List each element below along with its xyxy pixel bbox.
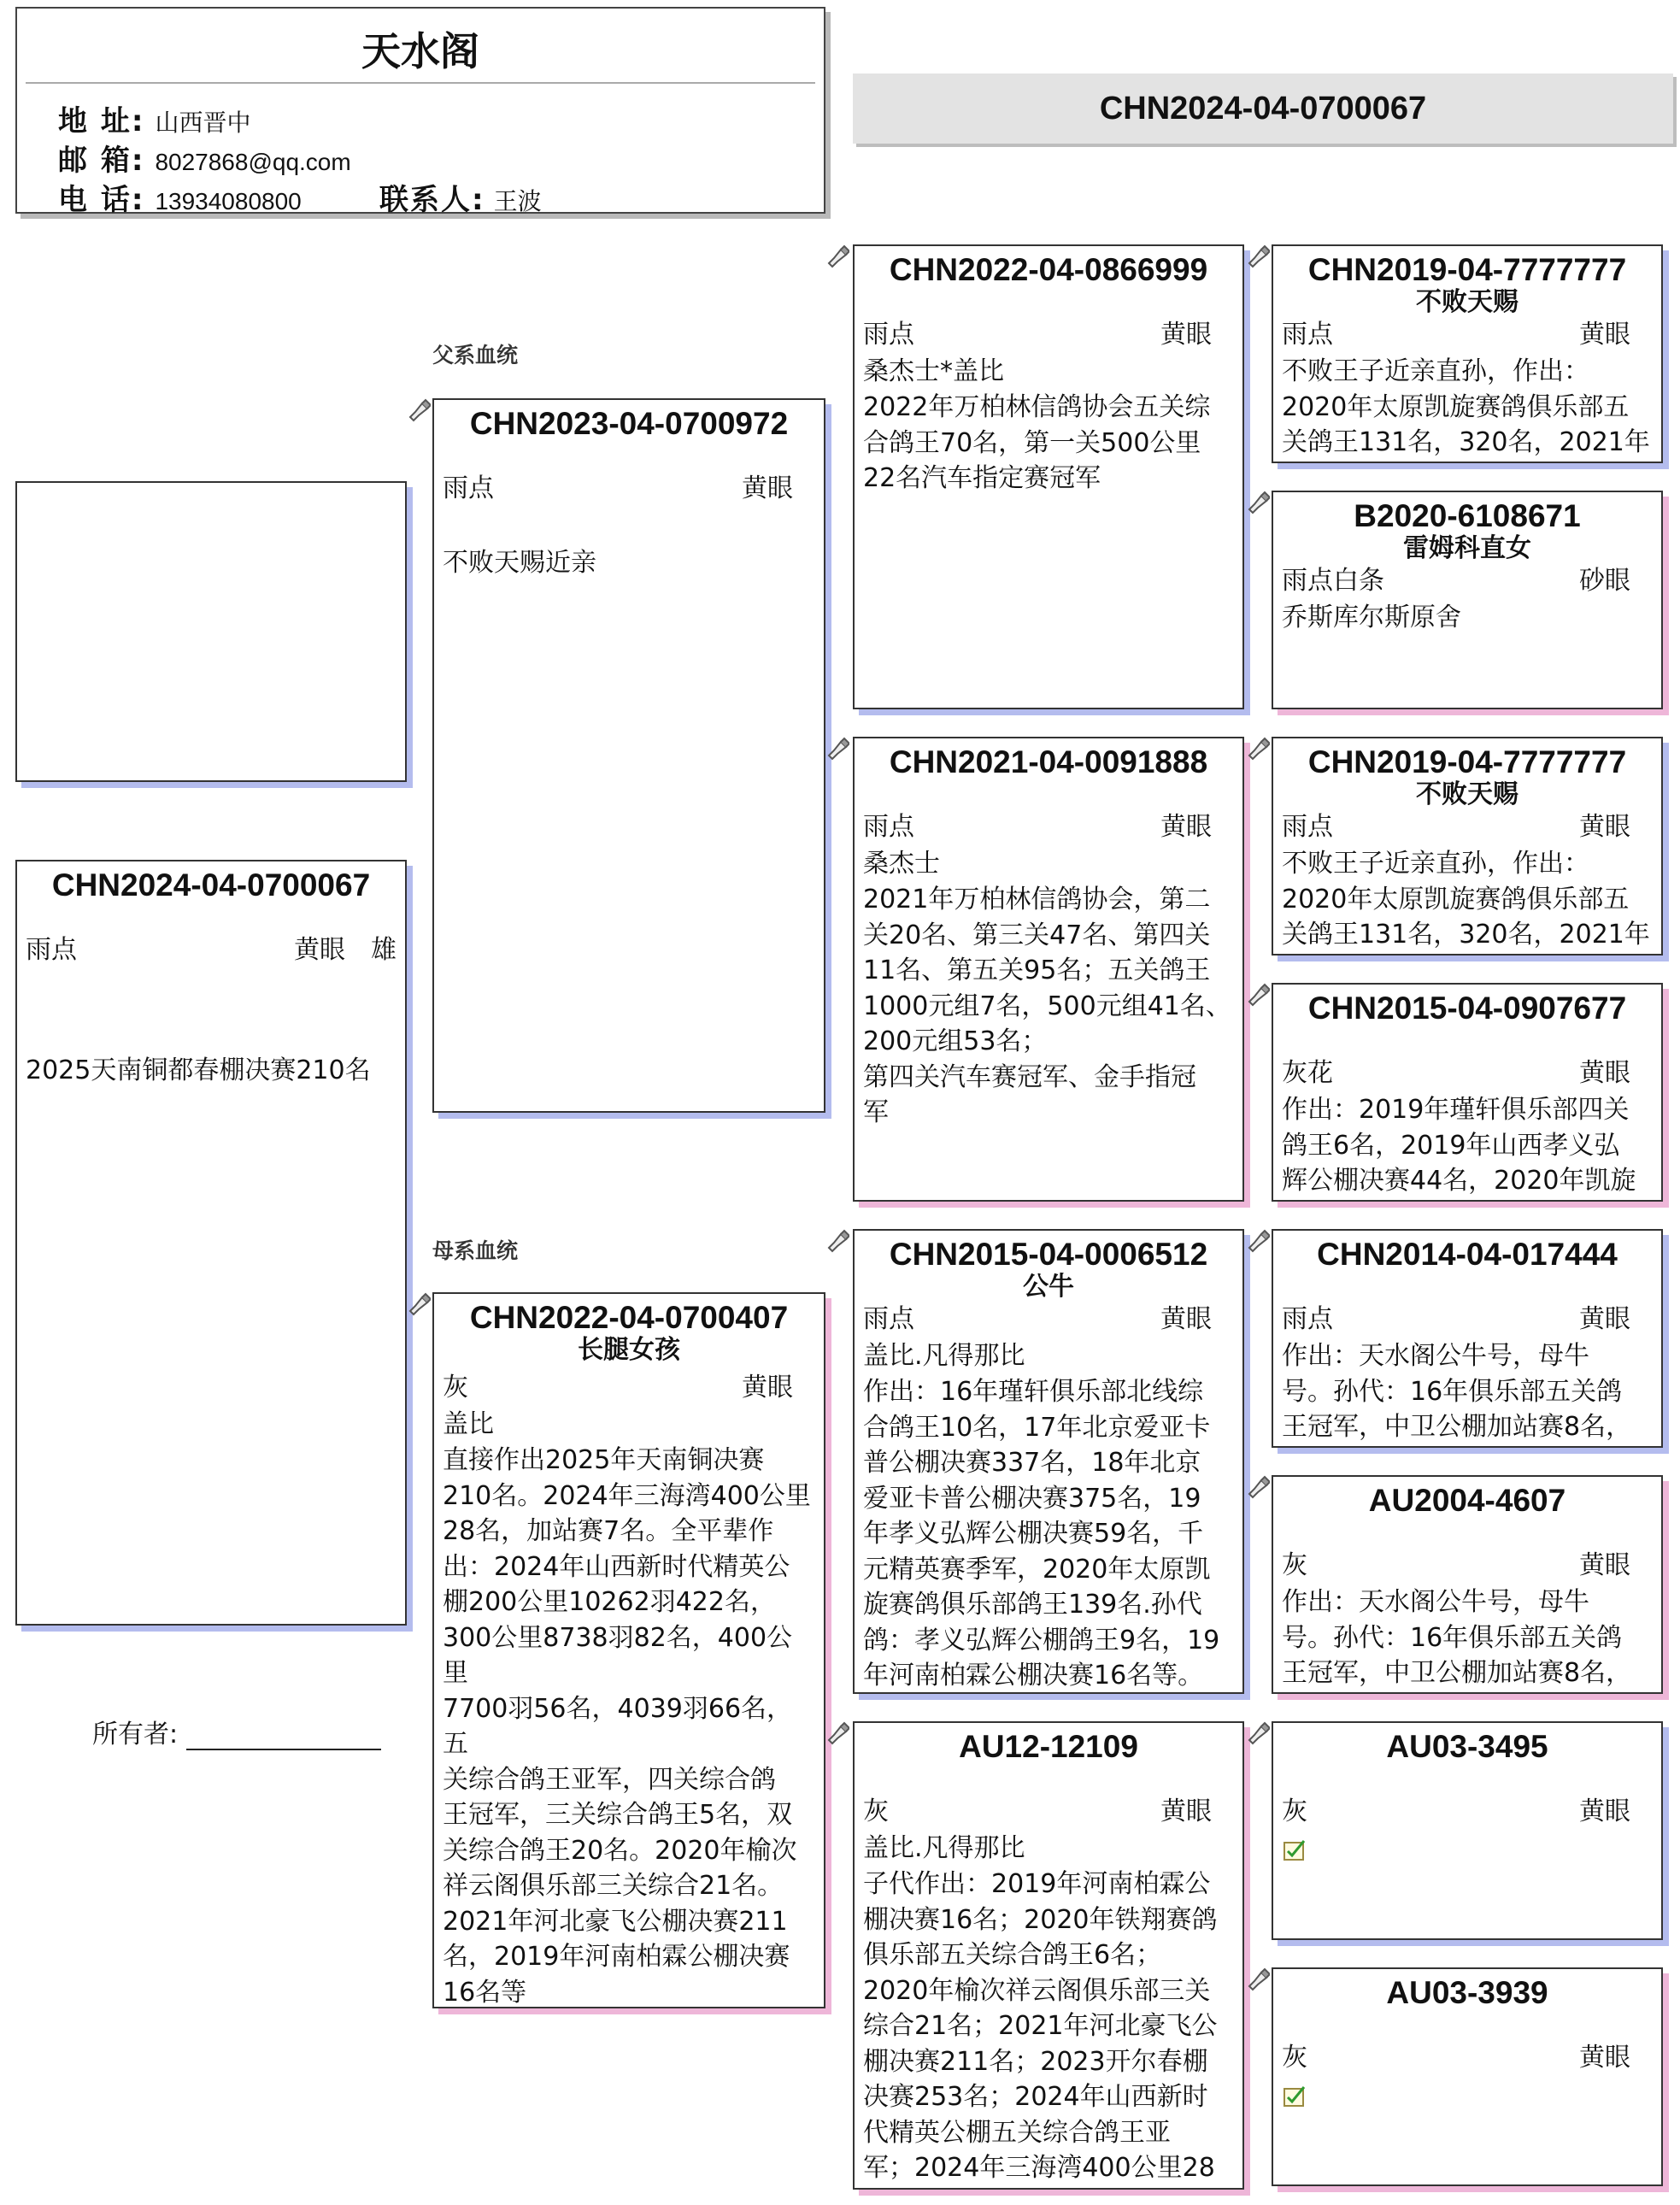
subject-sex: 雄 [371, 935, 397, 965]
sdd-ring-number: CHN2015-04-0907677 [1307, 991, 1627, 1026]
dss-ring-number: CHN2014-04-017444 [1317, 1237, 1618, 1272]
note-line: 作出：2019年瑾轩俱乐部四关 [1282, 1095, 1630, 1125]
edit-pin-icon[interactable] [1246, 1967, 1270, 1991]
sds-notes [1282, 846, 1651, 953]
ds-notes [863, 1374, 1232, 1694]
email-label: 邮 箱: [58, 144, 145, 178]
dam-line-label: 母系血统 [432, 1238, 519, 1263]
dd-eye: 黄眼 [1160, 1796, 1212, 1826]
note-line: 号。孙代：16年俱乐部五关鸽 [1282, 1622, 1623, 1653]
note-line: 乔斯库尔斯原舍 [1282, 603, 1461, 632]
contact-value: 王波 [493, 188, 542, 215]
edit-pin-icon[interactable] [1246, 491, 1270, 514]
dss-notes [1282, 1338, 1651, 1445]
note-line: 1000元组7名，500元组41名、 [863, 991, 1231, 1021]
header-divider [26, 82, 815, 84]
dam-card [432, 1292, 825, 2008]
pedigree-title-ring: CHN2024-04-0700067 [853, 74, 1673, 144]
address-row [58, 97, 250, 139]
note-line: 鸽王6名，2019年山西孝义弘 [1282, 1130, 1620, 1161]
sire-line-label: 父系血统 [432, 343, 519, 368]
note-line: 关综合鸽王亚军，四关综合鸽 [443, 1764, 776, 1795]
note-line: 王冠军，三关综合鸽王5名，双 [443, 1800, 793, 1830]
edit-pin-icon[interactable] [407, 398, 431, 422]
note-line: 第四关汽车赛冠军、金手指冠 [863, 1061, 1196, 1092]
ssd-notes [1282, 600, 1651, 636]
dam-strain: 盖比 [443, 1409, 494, 1439]
dd-notes [863, 1867, 1232, 2186]
note-line: 普公棚决赛337名，18年北京 [863, 1448, 1201, 1478]
note-line: 王冠军，中卫公棚加站赛8名， [1282, 1658, 1632, 1688]
contact-row [379, 176, 542, 218]
dam-name: 长腿女孩 [578, 1335, 680, 1365]
edit-pin-icon[interactable] [407, 1292, 431, 1316]
note-line: 元精英赛季军，2020年太原凯 [863, 1554, 1211, 1585]
note-line: 作出：天水阁公牛号，母牛 [1282, 1587, 1589, 1617]
note-line: 综合21名；2021年河北豪飞公 [863, 2011, 1218, 2041]
dss-color: 雨点 [1282, 1304, 1333, 1334]
note-line: 军；2024年三海湾400公里28 [863, 2153, 1215, 2183]
edit-pin-icon[interactable] [1246, 983, 1270, 1007]
note-line: 出：2024年山西新时代精英公 [443, 1551, 790, 1582]
dd-ring-number: AU12-12109 [959, 1729, 1138, 1764]
owner-label: 所有者: [92, 1720, 179, 1749]
subject-ring-number: CHN2024-04-0700067 [51, 867, 371, 903]
note-line: 关综合鸽王20名。2020年榆次 [443, 1835, 797, 1866]
owner-field [92, 1713, 381, 1750]
note-line: 军 [863, 1097, 889, 1127]
dam-color: 灰 [443, 1373, 468, 1402]
note-line: 2020年太原凯旋赛鸽俱乐部五 [1282, 884, 1630, 914]
sss-eye: 黄眼 [1579, 320, 1630, 350]
ss-eye: 黄眼 [1160, 320, 1212, 350]
sire-dam-card [853, 737, 1244, 1202]
note-line: 辉公棚决赛44名，2020年凯旋 [1282, 1166, 1636, 1196]
note-line: 旋赛鸽俱乐部鸽王139名.孙代 [863, 1590, 1202, 1620]
sire-card [432, 398, 825, 1113]
ss-ring-number: CHN2022-04-0866999 [889, 252, 1208, 287]
edit-pin-icon[interactable] [825, 1229, 849, 1253]
contact-label: 联系人: [379, 183, 485, 217]
note-line: 作出：16年瑾轩俱乐部北线综 [863, 1377, 1204, 1407]
dd-strain: 盖比.凡得那比 [863, 1833, 1025, 1863]
dsd-ring-number: AU2004-4607 [1368, 1483, 1566, 1518]
sdd-notes [1282, 1092, 1651, 1199]
note-line: 2020年太原凯旋赛鸽俱乐部五 [1282, 391, 1630, 422]
note-line: 210名。2024年三海湾400公里 [443, 1480, 811, 1511]
dds-color: 灰 [1282, 1796, 1307, 1826]
note-line: 不败王子近亲直孙，作出： [1282, 356, 1589, 386]
ddd-eye: 黄眼 [1579, 2043, 1630, 2073]
note-line: 作出：天水阁公牛号，母牛 [1282, 1341, 1589, 1371]
note-line: 2020年榆次祥云阁俱乐部三关 [863, 1975, 1211, 2006]
sds-eye: 黄眼 [1579, 812, 1630, 842]
sd-notes [863, 882, 1232, 1131]
loft-info-card [15, 7, 825, 217]
dd-color: 灰 [863, 1796, 889, 1826]
note-edit-icon[interactable] [1282, 1838, 1307, 1863]
address-value: 山西晋中 [155, 109, 251, 136]
note-line: 28名，加站赛7名。全平辈作 [443, 1516, 774, 1546]
ss-color: 雨点 [863, 320, 914, 350]
dss-eye: 黄眼 [1579, 1304, 1630, 1334]
note-line: 祥云阁俱乐部三关综合21名。 [443, 1871, 784, 1901]
sdd-eye: 黄眼 [1579, 1058, 1630, 1088]
sd-ring-number: CHN2021-04-0091888 [889, 744, 1208, 779]
edit-pin-icon[interactable] [1246, 737, 1270, 761]
dam-ring-number: CHN2022-04-0700407 [469, 1300, 789, 1335]
note-line: 爱亚卡普公棚决赛375名，19 [863, 1483, 1201, 1514]
subject-notes: 2025天南铜都春棚决赛210名 [26, 1055, 371, 1085]
ssd-card [1272, 491, 1663, 709]
note-line: 子代作出：2019年河南柏霖公 [863, 1869, 1211, 1899]
note-line: 棚决赛211名；2023开尔春棚 [863, 2046, 1208, 2077]
sire-ring-number: CHN2023-04-0700972 [469, 406, 789, 441]
note-line: 22名汽车指定赛冠军 [863, 463, 1101, 493]
sdd-color: 灰花 [1282, 1058, 1333, 1088]
note-line: 16名等 [443, 1977, 527, 2008]
sss-notes [1282, 354, 1651, 461]
dsd-eye: 黄眼 [1579, 1550, 1630, 1580]
note-line: 2021年河北豪飞公棚决赛211 [443, 1906, 788, 1937]
note-line: 2021年万柏林信鸽协会，第二 [863, 885, 1211, 914]
phone-label: 电 话: [58, 183, 145, 217]
ssd-name: 雷姆科直女 [1403, 533, 1531, 563]
address-label: 地 址: [58, 104, 145, 138]
ssd-ring-number: B2020-6108671 [1354, 498, 1581, 533]
dds-eye: 黄眼 [1579, 1796, 1630, 1826]
sd-eye: 黄眼 [1160, 812, 1212, 842]
note-line: 鸽：孝义弘辉公棚鸽王9名，19 [863, 1625, 1220, 1655]
sdd-card [1272, 983, 1663, 1202]
note-line: 关鸽王131名，320名，2021年 [1282, 920, 1650, 950]
sire-sire-card [853, 244, 1244, 709]
ddd-card [1272, 1967, 1663, 2186]
dam-notes [443, 1443, 814, 2008]
note-line: 直接作出2025年天南铜决赛 [443, 1445, 765, 1475]
note-line: 俱乐部五关综合鸽王6名； [863, 1940, 1162, 1970]
subject-color: 雨点 [26, 935, 77, 965]
note-line: 名，2019年河南柏霖公棚决赛 [443, 1942, 790, 1972]
ds-strain: 盖比.凡得那比 [863, 1341, 1025, 1371]
ds-color: 雨点 [863, 1304, 914, 1334]
note-line: 代精英公棚五关综合鸽王亚 [863, 2117, 1171, 2148]
edit-pin-icon[interactable] [825, 1721, 849, 1745]
note-line: 不败王子近亲直孙，作出： [1282, 849, 1589, 879]
dsd-color: 灰 [1282, 1550, 1307, 1580]
sire-notes: 不败天赐近亲 [443, 548, 596, 578]
sd-color: 雨点 [863, 812, 914, 842]
owner-signature-line [186, 1726, 381, 1750]
dam-dam-card [853, 1721, 1244, 2190]
sd-strain: 桑杰士 [863, 849, 940, 879]
dds-card [1272, 1721, 1663, 1940]
note-line: 棚决赛16名；2020年铁翔赛鸽 [863, 1904, 1218, 1935]
sds-card [1272, 737, 1663, 956]
ds-name: 公牛 [1023, 1272, 1074, 1302]
note-line: 关20名、第三关47名、第四关 [863, 920, 1211, 950]
sds-name: 不败天赐 [1416, 779, 1518, 809]
subject-bird-card [15, 860, 407, 1626]
subject-eye: 黄眼 [294, 935, 345, 965]
dam-eye: 黄眼 [742, 1373, 793, 1402]
sss-ring-number: CHN2019-04-7777777 [1307, 252, 1627, 287]
ssd-eye: 砂眼 [1579, 566, 1630, 596]
ds-ring-number: CHN2015-04-0006512 [889, 1237, 1208, 1272]
dds-ring-number: AU03-3495 [1386, 1729, 1548, 1764]
dss-card [1272, 1229, 1663, 1448]
note-line: 300公里8738羽82名，400公里 [443, 1622, 793, 1688]
ddd-color: 灰 [1282, 2043, 1307, 2073]
note-line: 年孝义弘辉公棚决赛59名，千 [863, 1519, 1204, 1549]
sds-color: 雨点 [1282, 812, 1333, 842]
ds-eye: 黄眼 [1160, 1304, 1212, 1334]
ss-notes [863, 390, 1232, 497]
note-line: 棚200公里10262羽422名， [443, 1587, 776, 1617]
note-line: 关鸽王131名，320名，2021年 [1282, 427, 1650, 457]
note-line: 7700羽56名，4039羽66名，五 [443, 1693, 793, 1759]
note-line: 年河南柏霖公棚决赛16名等。 [863, 1661, 1204, 1690]
edit-pin-icon[interactable] [1246, 1475, 1270, 1499]
sire-color: 雨点 [443, 473, 494, 503]
sire-eye: 黄眼 [742, 473, 793, 503]
note-line: 王冠军，中卫公棚加站赛8名， [1282, 1412, 1632, 1442]
photo-placeholder [15, 481, 407, 782]
dsd-card [1272, 1475, 1663, 1694]
phone-row [58, 176, 302, 218]
note-line: 11名、第五关95名；五关鸽王 [863, 956, 1211, 985]
note-edit-icon[interactable] [1282, 2084, 1307, 2109]
loft-name: 天水阁 [361, 28, 479, 74]
sss-name: 不败天赐 [1416, 287, 1518, 317]
phone-value: 13934080800 [155, 188, 302, 215]
note-line: 决赛253名；2024年山西新时 [863, 2082, 1208, 2112]
note-line: 2022年万柏林信鸽协会五关综 [863, 392, 1211, 422]
email-value: 8027868@qq.com [155, 149, 351, 175]
ddd-ring-number: AU03-3939 [1386, 1975, 1548, 2010]
ss-strain: 桑杰士*盖比 [863, 356, 1004, 386]
edit-pin-icon[interactable] [825, 737, 849, 761]
note-line: 合鸽王70名，第一关500公里 [863, 427, 1201, 458]
email-row [58, 137, 351, 179]
note-line: 200元组53名； [863, 1026, 1048, 1056]
sss-color: 雨点 [1282, 320, 1333, 350]
edit-pin-icon[interactable] [1246, 1229, 1270, 1253]
sds-ring-number: CHN2019-04-7777777 [1307, 744, 1627, 779]
edit-pin-icon[interactable] [1246, 1721, 1270, 1745]
ssd-color: 雨点白条 [1282, 566, 1384, 596]
edit-pin-icon[interactable] [825, 244, 849, 268]
sss-card [1272, 244, 1663, 463]
dam-sire-card [853, 1229, 1244, 1694]
note-line: 合鸽王10名，17年北京爱亚卡 [863, 1412, 1211, 1443]
edit-pin-icon[interactable] [1246, 244, 1270, 268]
dsd-notes [1282, 1585, 1651, 1691]
note-line: 号。孙代：16年俱乐部五关鸽 [1282, 1376, 1623, 1407]
